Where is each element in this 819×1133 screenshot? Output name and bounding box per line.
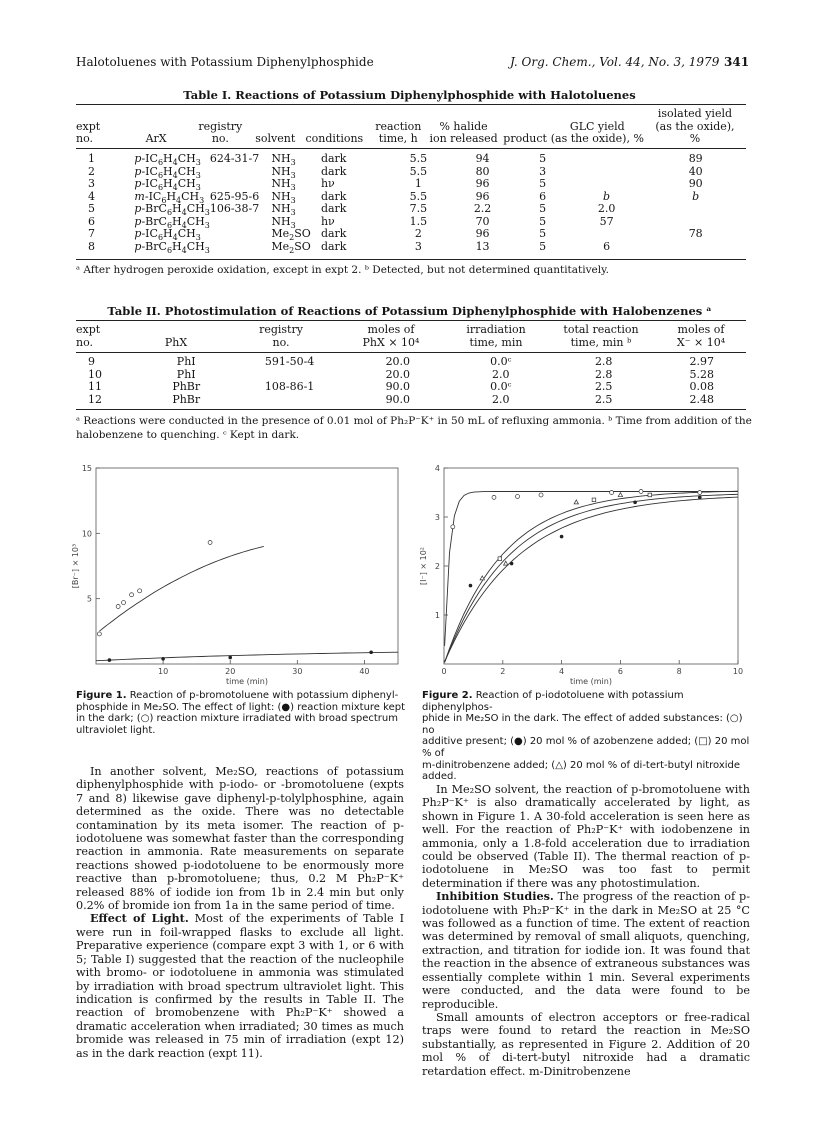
table2-row xyxy=(76,356,746,369)
table2-cell-registry xyxy=(235,394,344,407)
data-point-open-square xyxy=(592,498,596,502)
y-tick-label: 1 xyxy=(434,611,440,620)
data-point-open-circle xyxy=(539,493,543,497)
data-point-open-circle xyxy=(492,495,496,499)
figure2-label: Figure 2. xyxy=(422,690,473,701)
data-point-open-circle xyxy=(451,525,455,529)
table1-cell-registry xyxy=(210,241,272,254)
y-axis-label: [Br⁻] × 10³ xyxy=(71,543,80,589)
table1-cell-product: 5 xyxy=(539,227,547,240)
table2-cell-phx: PhBr xyxy=(172,392,201,406)
data-point-filled-circle xyxy=(469,584,473,588)
table1-cell-reaction-time: 3 xyxy=(414,239,422,253)
fit-curve xyxy=(96,652,398,661)
t2-phx-header: PhX xyxy=(164,335,188,349)
t2-total-header-1: total reaction xyxy=(563,323,639,336)
table1-cell-expt-no: 5 xyxy=(88,202,95,215)
table1-cell-registry xyxy=(210,178,272,191)
table1-cell-halide-released: 96 xyxy=(475,177,490,190)
table1-cell-solvent: $NH_3$ xyxy=(271,164,296,180)
x-tick-label: 10 xyxy=(732,667,744,676)
table1-cell-isolated-yield: 40 xyxy=(688,164,703,178)
table1-cell-arx: $m-IC_6H_4CH_3$ xyxy=(134,189,205,205)
table1-row xyxy=(76,216,746,229)
data-point-filled-circle xyxy=(633,501,637,505)
t2-moles-header-2: PhX × 10⁴ xyxy=(362,335,420,349)
table1-cell-solvent: $NH_3$ xyxy=(271,177,296,193)
figure2-caption-line4: m-dinitrobenzene added; (△) 20 mol % of di-tert-butyl nitroxide xyxy=(422,759,741,771)
figure2-caption-line3: additive present; (●) 20 mol % of azobenzene added; (□) 20 mol % of xyxy=(422,736,750,759)
table1-cell-expt-no: 1 xyxy=(88,152,95,165)
table1-top-rule xyxy=(76,104,746,105)
t2-irr-header-1: irradiation xyxy=(466,323,526,336)
table2-cell-irradiation-time: 0.0ᶜ xyxy=(490,380,512,393)
x-tick-label: 0 xyxy=(441,667,447,676)
y-tick-label: 2 xyxy=(434,562,440,571)
table1-cell-conditions: dark xyxy=(320,164,347,178)
table1-cell-solvent: $Me_2SO$ xyxy=(271,227,311,243)
table1-cell-registry: 625-95-6 xyxy=(209,189,260,203)
t2-total-header-2: time, min ᵇ xyxy=(570,335,632,349)
table2-top-rule xyxy=(76,320,746,321)
glc-header-2: (as the oxide), % xyxy=(550,132,644,145)
t2-expt-header-1: expt xyxy=(76,323,101,336)
table1-cell-glc-yield xyxy=(568,228,646,241)
data-point-filled-circle xyxy=(369,650,373,654)
data-point-open-circle xyxy=(97,632,101,636)
table1-cell-glc-yield xyxy=(568,166,646,179)
table1-cell-arx: $p-BrC_6H_4CH_3$ xyxy=(134,202,210,218)
table2-cell-moles-x: 0.08 xyxy=(689,380,715,393)
table1-row xyxy=(76,153,746,166)
reaction-header-1: reaction xyxy=(375,119,422,133)
table2-cell-moles-phx: 20.0 xyxy=(385,367,411,381)
table1-cell-isolated-yield xyxy=(645,203,746,216)
table2-cell-irradiation-time: 2.0 xyxy=(492,367,510,381)
table2-title: Table II. Photostimulation of Reactions of Potassium Diphenylphosphide with Halobenzenes ᵃ xyxy=(107,304,712,318)
table2-cell-moles-phx: 90.0 xyxy=(385,392,411,406)
data-point-filled-circle xyxy=(560,535,564,539)
effect-of-light-heading: Effect of Light. xyxy=(90,911,189,926)
data-point-filled-circle xyxy=(161,657,165,661)
table1-cell-expt-no: 8 xyxy=(88,239,95,253)
table2-cell-expt-no: 12 xyxy=(88,392,102,406)
table1-title: Table I. Reactions of Potassium Diphenylphosphide with Halotoluenes xyxy=(183,88,636,102)
table1-cell-expt-no: 4 xyxy=(88,189,95,203)
figure2-caption-line2: phide in Me₂SO in the dark. The effect of added substances: (○) no xyxy=(422,713,743,736)
expt-header-2: no. xyxy=(76,132,94,145)
table2-cell-irradiation-time: 0.0ᶜ xyxy=(490,355,512,368)
x-tick-label: 20 xyxy=(225,667,236,676)
figure1-caption-line3: in the dark; (○) reaction mixture irradiated with broad spectrum xyxy=(76,713,398,725)
table1-cell-product: 5 xyxy=(539,177,547,190)
table2-cell-moles-x: 2.97 xyxy=(689,355,715,368)
t2-expt-header-2: no. xyxy=(76,335,94,349)
y-axis-label: [I⁻] × 10² xyxy=(419,547,428,585)
data-point-open-circle xyxy=(208,540,212,544)
data-point-open-circle xyxy=(138,589,142,593)
table2-cell-moles-x: 5.28 xyxy=(689,367,715,381)
table1-cell-reaction-time: 2 xyxy=(414,227,422,240)
expt-header-1: expt xyxy=(76,119,101,133)
table2-cell-expt-no: 10 xyxy=(88,367,102,381)
table2-cell-registry: 108-86-1 xyxy=(264,380,315,393)
x-axis-label: time (min) xyxy=(226,677,268,686)
table1-footnote: ᵃ After hydrogen peroxide oxidation, except in expt 2. ᵇ Detected, but not determined quantitatively. xyxy=(76,264,609,276)
table1-cell-arx: $p-IC_6H_4CH_3$ xyxy=(134,227,201,243)
halide-header-1: % halide xyxy=(439,119,488,133)
data-point-filled-circle xyxy=(698,496,702,500)
table1-cell-reaction-time: 1 xyxy=(414,177,422,190)
table1-cell-conditions: dark xyxy=(320,227,347,240)
plot-frame xyxy=(444,468,738,664)
table1-cell-expt-no: 2 xyxy=(88,164,95,178)
table2-cell-total-time: 2.5 xyxy=(594,380,613,393)
table1-cell-registry: 106-38-7 xyxy=(209,202,260,215)
table1-cell-halide-released: 70 xyxy=(475,214,490,228)
table1-cell-arx: $p-IC_6H_4CH_3$ xyxy=(134,177,201,193)
product-header: product xyxy=(503,132,547,145)
table1-cell-arx: $p-IC_6H_4CH_3$ xyxy=(134,152,201,168)
figure2-caption-line1: Reaction of p-iodotoluene with potassium diphenylphos- xyxy=(422,690,684,713)
figure1-caption-line1: Reaction of p-bromotoluene with potassium diphenyl- xyxy=(129,690,399,701)
table1-cell-glc-yield: 57 xyxy=(599,214,614,228)
table2-header xyxy=(76,324,746,349)
table1-cell-conditions: hν xyxy=(320,214,335,228)
data-point-open-circle xyxy=(639,490,643,494)
table2-cell-moles-phx: 20.0 xyxy=(385,355,411,368)
figure2-caption xyxy=(422,690,752,783)
table1-cell-product: 5 xyxy=(539,239,547,253)
table1-cell-halide-released: 13 xyxy=(475,239,490,253)
x-tick-label: 8 xyxy=(676,667,682,676)
body-right-column xyxy=(422,783,750,1078)
fit-curve xyxy=(99,546,263,631)
table1-cell-conditions: hν xyxy=(320,177,335,190)
table1-cell-isolated-yield: 78 xyxy=(688,227,703,240)
body-left-paragraph-2-text: Most of the experiments of Table I were run in foil-wrapped flasks to exclude all light. Preparative experience (compare expt 3 with 1, or 6 with 5; Table I) suggested that the reaction of the nucleophile with bromo- or iodotoluene in ammonia was stimulated by irradiation with broad spectrum ultraviolet light. This indication is confirmed by the results in Table II. The reaction of bromobenzene with Ph₂P⁻K⁺ showed a dramatic acceleration when irradiated; 30 times as much bromide was released in 75 min of irradiation (expt 12) as in the dark reaction (expt 11). xyxy=(76,912,404,1060)
data-point-filled-circle xyxy=(228,656,232,660)
table2-footnote-1: ᵃ Reactions were conducted in the presence of 0.01 mol of Ph₂P⁻K⁺ in 50 mL of refluxing ammonia. ᵇ Time from addition of the xyxy=(76,415,752,427)
figure1-chart xyxy=(71,458,406,688)
x-axis-label: time (min) xyxy=(570,677,612,686)
data-point-open-circle xyxy=(516,494,520,498)
table1-cell-solvent: $NH_3$ xyxy=(271,152,296,168)
table2-row xyxy=(76,394,746,407)
table1-cell-isolated-yield: b xyxy=(692,189,700,203)
data-point-open-triangle xyxy=(504,561,508,565)
table1-bottom-rule xyxy=(76,259,746,260)
table1-cell-arx: $p-BrC_6H_4CH_3$ xyxy=(134,214,210,230)
inhibition-studies-heading: Inhibition Studies. xyxy=(436,889,554,904)
table1-cell-halide-released: 96 xyxy=(475,227,490,240)
isolated-yield-header-2: (as the oxide), xyxy=(655,119,735,133)
table1-cell-registry xyxy=(210,228,272,241)
table1-cell-reaction-time: 7.5 xyxy=(409,202,428,215)
table1-cell-expt-no: 6 xyxy=(88,214,95,228)
table1-cell-glc-yield: 2.0 xyxy=(597,202,616,215)
table1-cell-product: 5 xyxy=(539,202,547,215)
table1-row xyxy=(76,241,746,254)
table2-cell-phx: PhBr xyxy=(172,380,201,393)
x-tick-label: 6 xyxy=(617,667,623,676)
t2-irr-header-2: time, min xyxy=(469,335,523,349)
table2-cell-registry: 591-50-4 xyxy=(264,355,315,368)
table1-cell-product: 5 xyxy=(539,214,547,228)
body-right-paragraph-2 xyxy=(422,890,750,1011)
figure1-caption-line2: phosphide in Me₂SO. The effect of light: (●) reaction mixture kept xyxy=(76,701,405,713)
figure2-caption-line5: added. xyxy=(422,771,457,783)
table1-cell-solvent: $Me_2SO$ xyxy=(271,239,311,255)
table1-cell-expt-no: 3 xyxy=(88,177,95,190)
x-tick-label: 4 xyxy=(559,667,565,676)
table1-cell-isolated-yield xyxy=(645,241,746,254)
table1-cell-solvent: $NH_3$ xyxy=(271,202,296,218)
registry-header-2: no. xyxy=(211,132,229,145)
t2-molesx-header-2: X⁻ × 10⁴ xyxy=(676,335,726,349)
y-tick-label: 3 xyxy=(434,513,440,522)
data-point-filled-circle xyxy=(108,658,112,662)
table1-cell-arx: $p-BrC_6H_4CH_3$ xyxy=(134,239,210,255)
data-point-open-circle xyxy=(116,605,120,609)
table2-cell-phx: PhI xyxy=(176,367,196,381)
table2-cell-total-time: 2.5 xyxy=(594,392,613,406)
figure2-chart xyxy=(419,458,752,688)
data-point-open-square xyxy=(498,557,502,561)
body-right-paragraph-1: In Me₂SO solvent, the reaction of p-bromotoluene with Ph₂P⁻K⁺ is also dramatically accelerated by light, as shown in Figure 1. A 30-fold acceleration is seen here as well. For the reaction of Ph₂P⁻K⁺ with iodobenzene in ammonia, only a 1.8-fold acceleration due to irradiation could be observed (Table II). The thermal reaction of p-iodotoluene in Me₂SO was too fast to permit determination if there was any photostimulation. xyxy=(422,783,750,890)
table1-cell-arx: $p-IC_6H_4CH_3$ xyxy=(134,164,201,180)
halide-header-2: ion released xyxy=(429,132,498,145)
t2-molesx-header-1: moles of xyxy=(677,323,725,336)
table1-cell-registry xyxy=(210,216,272,229)
table2-cell-moles-x: 2.48 xyxy=(689,392,715,406)
table1-cell-product: 6 xyxy=(539,189,547,203)
table1-cell-glc-yield: 6 xyxy=(603,239,611,253)
t2-registry-header-2: no. xyxy=(272,335,290,349)
table2-cell-total-time: 2.8 xyxy=(594,367,613,381)
body-left-paragraph-1: In another solvent, Me₂SO, reactions of potassium diphenylphosphide with p-iodo- or -bromotoluene (expts 7 and 8) likewise gave diphenyl-p-tolylphosphine, again determined as the oxide. There was no detectable contamination by its meta isomer. The reaction of p-iodotoluene was somewhat faster than the corresponding reaction in ammonia. Rate measurements on separate reactions showed p-iodotoluene to be enormously more reactive than p-bromotoluene; thus, 0.2 M Ph₂P⁻K⁺ released 88% of iodide ion from 1b in 2.4 min but only 0.2% of bromide ion from 1a in the same period of time. xyxy=(76,765,404,913)
table1-cell-solvent: $NH_3$ xyxy=(271,189,296,205)
table2-cell-irradiation-time: 2.0 xyxy=(492,392,510,406)
table1-row xyxy=(76,228,746,241)
table2-cell-total-time: 2.8 xyxy=(594,355,613,368)
plot-frame xyxy=(96,468,398,664)
solvent-header: solvent xyxy=(255,132,296,145)
table1-cell-product: 3 xyxy=(539,164,547,178)
data-point-filled-circle xyxy=(510,562,514,566)
table2-cell-moles-phx: 90.0 xyxy=(385,380,411,393)
glc-header-1: GLC yield xyxy=(569,119,625,133)
table2-cell-expt-no: 9 xyxy=(88,355,95,368)
table1-row xyxy=(76,166,746,179)
table2-cell-phx: PhI xyxy=(176,355,196,368)
data-point-open-square xyxy=(648,493,652,497)
table1-row xyxy=(76,203,746,216)
figure1-caption-line4: ultraviolet light. xyxy=(76,724,156,736)
figure1-label: Figure 1. xyxy=(76,690,127,701)
table1-row xyxy=(76,178,746,191)
table1-cell-conditions: dark xyxy=(320,202,347,215)
table1-cell-expt-no: 7 xyxy=(88,227,95,240)
table1-header-rule xyxy=(76,148,746,149)
table1-cell-glc-yield xyxy=(568,153,646,166)
y-tick-label: 15 xyxy=(81,464,92,473)
table1-cell-reaction-time: 5.5 xyxy=(409,189,428,203)
x-tick-label: 2 xyxy=(500,667,506,676)
table1-header xyxy=(76,108,746,146)
table1-cell-halide-released: 94 xyxy=(475,152,490,165)
table1-cell-product: 5 xyxy=(539,152,547,165)
table1-cell-reaction-time: 1.5 xyxy=(409,214,428,228)
table2-header-rule xyxy=(76,352,746,353)
data-point-open-triangle xyxy=(618,493,622,497)
data-point-open-circle xyxy=(610,491,614,495)
y-tick-label: 4 xyxy=(434,464,440,473)
body-right-paragraph-3: Small amounts of electron acceptors or free-radical traps were found to retard the reaction in Me₂SO substantially, as represented in Figure 2. Addition of 20 mol % of di-tert-butyl nitroxide had a dramatic retardation effect. m-Dinitrobenzene xyxy=(422,1010,750,1078)
table2-body xyxy=(76,356,746,406)
table1-cell-reaction-time: 5.5 xyxy=(409,164,428,178)
table2-row xyxy=(76,381,746,394)
table1-cell-glc-yield: b xyxy=(603,189,611,203)
table1-cell-halide-released: 96 xyxy=(475,189,490,203)
fit-curve xyxy=(445,492,738,646)
data-point-open-circle xyxy=(122,601,126,605)
table1-cell-conditions: dark xyxy=(320,152,347,165)
body-right-paragraph-2-text: The progress of the reaction of p-iodotoluene with Ph₂P⁻K⁺ in the dark in Me₂SO at 25 °C was followed as a function of time. The extent of reaction was determined by removal of small aliquots, quenching, extraction, and titration for iodide ion. It was found that the reaction in the absence of extraneous substances was essentially complete within 1 min. Several experiments were conducted, and the data were found to be reproducible. xyxy=(422,890,750,1011)
table1-body xyxy=(76,153,746,253)
table2-cell-expt-no: 11 xyxy=(88,380,102,393)
running-header-journal: J. Org. Chem., Vol. 44, No. 3, 1979 xyxy=(510,55,720,69)
x-tick-label: 30 xyxy=(292,667,303,676)
t2-moles-header-1: moles of xyxy=(367,323,415,336)
y-tick-label: 5 xyxy=(86,594,92,604)
running-header-left: Halotoluenes with Potassium Diphenylphosphide xyxy=(76,55,374,69)
body-left-column xyxy=(76,765,404,1060)
fit-curve xyxy=(445,497,738,662)
body-left-paragraph-2 xyxy=(76,912,404,1059)
data-point-open-circle xyxy=(130,593,134,597)
fit-curve xyxy=(445,494,738,662)
table1-cell-conditions: dark xyxy=(320,189,347,203)
reaction-header-2: time, h xyxy=(378,132,418,145)
table1-cell-isolated-yield: 89 xyxy=(688,152,703,165)
data-point-open-triangle xyxy=(574,500,578,504)
table1-cell-reaction-time: 5.5 xyxy=(409,152,428,165)
figure1-caption xyxy=(76,690,406,736)
page-number: 341 xyxy=(724,55,750,69)
table1-cell-glc-yield xyxy=(568,178,646,191)
isolated-yield-header-1: isolated yield xyxy=(657,107,733,120)
table1-cell-registry: 624-31-7 xyxy=(209,152,260,165)
data-point-open-circle xyxy=(698,491,702,495)
arx-header: ArX xyxy=(145,132,167,145)
table1-cell-isolated-yield: 90 xyxy=(688,177,703,190)
table2-footnote-2: halobenzene to quenching. ᶜ Kept in dark. xyxy=(76,429,300,441)
table1-cell-conditions: dark xyxy=(320,239,347,253)
table2-bottom-rule xyxy=(76,409,746,410)
y-tick-label: 10 xyxy=(81,529,92,539)
table1-cell-halide-released: 80 xyxy=(475,164,490,178)
t2-registry-header-1: registry xyxy=(259,323,303,336)
table1-cell-registry xyxy=(210,166,272,179)
conditions-header: conditions xyxy=(305,132,364,145)
x-tick-label: 40 xyxy=(359,667,370,676)
isolated-yield-header-3: % xyxy=(689,132,701,145)
table1-cell-halide-released: 2.2 xyxy=(473,202,492,215)
registry-header-1: registry xyxy=(198,119,243,133)
table1-cell-solvent: $NH_3$ xyxy=(271,214,296,230)
x-tick-label: 10 xyxy=(158,667,169,676)
